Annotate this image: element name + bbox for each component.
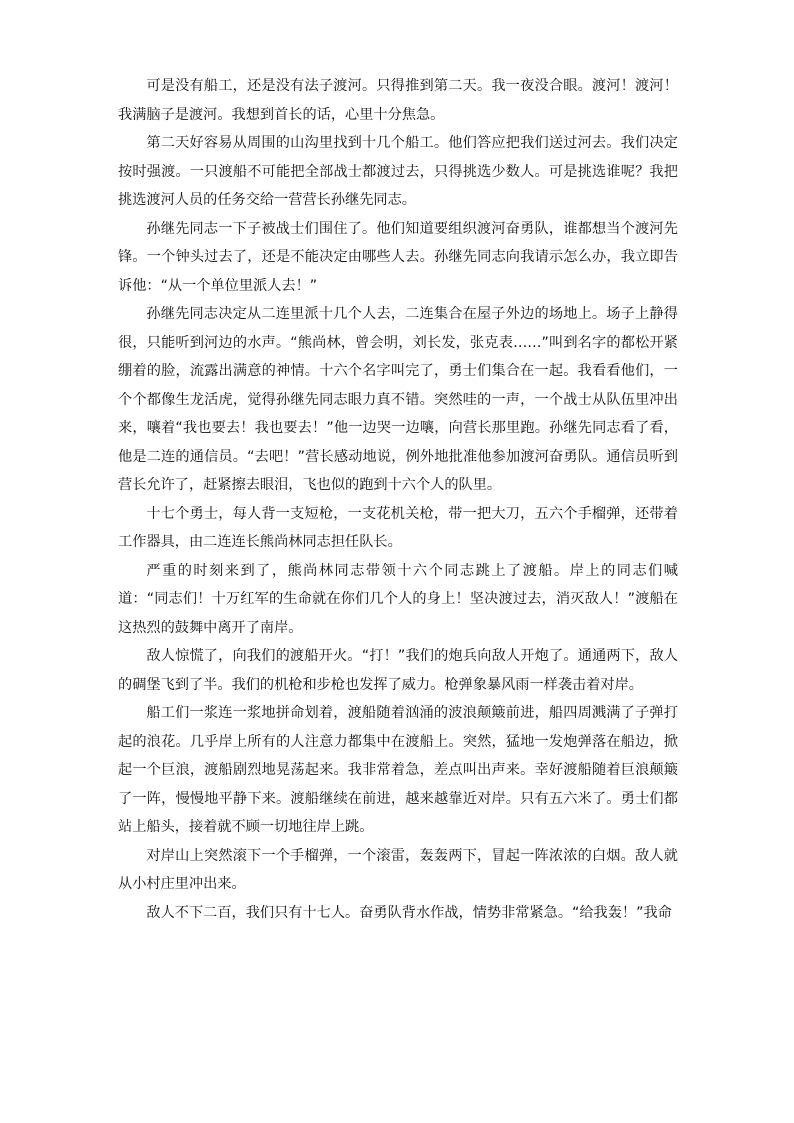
paragraph-4: 孙继先同志决定从二连里派十几个人去，二连集合在屋子外边的场地上。场子上静得很，只能听到河边的水声。“熊尚林，曾会明，刘长发，张克表……”叫到名字的都松开紧绷着的脸，流露出满意的神情。十六个名字叫完了，勇士们集合在一起。我看看他们，一个个都像生龙活虎，觉得孙继先同志眼力真不错。突然哇的一声，一个战士从队伍里冲出来，嚷着“我也要去！我也要去！”他一边哭一边嚷，向营长那里跑。孙继先同志看了看，他是二连的通信员。“去吧！”营长感动地说，例外地批准他参加渡河奋勇队。通信员听到营长允许了，赶紧擦去眼泪，飞也似的跑到十六个人的队里。: [118, 306, 678, 493]
paragraph-5: 十七个勇士，每人背一支短枪，一支花机关枪，带一把大刀，五六个手榴弹，还带着工作器具，由二连连长熊尚林同志担任队长。: [118, 505, 678, 550]
paragraph-8: 船工们一浆连一浆地拼命划着，渡船随着汹涌的波浪颠簸前进，船四周溅满了子弹打起的浪花。几乎岸上所有的人注意力都集中在渡船上。突然，猛地一发炮弹落在船边，掀起一个巨浪，渡船剧烈地晃荡起来。我非常着急，差点叫出声来。幸好渡船随着巨浪颠簸了一阵，慢慢地平静下来。渡船继续在前进，越来越靠近对岸。只有五六米了。勇士们都站上船头，接着就不顾一切地往岸上跳。: [118, 705, 678, 835]
paragraph-9: 对岸山上突然滚下一个手榴弹，一个滚雷，轰轰两下，冒起一阵浓浓的白烟。敌人就从小村庄里冲出来。: [118, 847, 678, 892]
paragraph-1: 可是没有船工，还是没有法子渡河。只得推到第二天。我一夜没合眼。渡河！渡河！我满脑子是渡河。我想到首长的话，心里十分焦急。: [118, 78, 678, 123]
paragraph-3: 孙继先同志一下子被战士们围住了。他们知道要组织渡河奋勇队，谁都想当个渡河先锋。一个钟头过去了，还是不能决定由哪些人去。孙继先同志向我请示怎么办，我立即告诉他：“从一个单位里派人去！”: [118, 220, 678, 294]
paragraph-10: 敌人不下二百，我们只有十七人。奋勇队背水作战，情势非常紧急。“给我轰！”我命: [146, 904, 672, 921]
paragraph-2: 第二天好容易从周围的山沟里找到十几个船工。他们答应把我们送过河去。我们决定按时强渡。一只渡船不可能把全部战士都渡过去，只得挑选少数人。可是挑选谁呢？我把挑选渡河人员的任务交给一营营长孙继先同志。: [118, 135, 678, 208]
paragraph-6: 严重的时刻来到了，熊尚林同志带领十六个同志跳上了渡船。岸上的同志们喊道：“同志们！十万红军的生命就在你们几个人的身上！坚决渡过去，消灭敌人！”渡船在这热烈的鼓舞中离开了南岸。: [118, 562, 678, 636]
paragraph-7: 敌人惊慌了，向我们的渡船开火。“打！”我们的炮兵向敌人开炮了。通通两下，敌人的碉堡飞到了半。我们的机枪和步枪也发挥了威力。枪弹象暴风雨一样袭击着对岸。: [118, 648, 678, 693]
document-body: [118, 72, 678, 927]
